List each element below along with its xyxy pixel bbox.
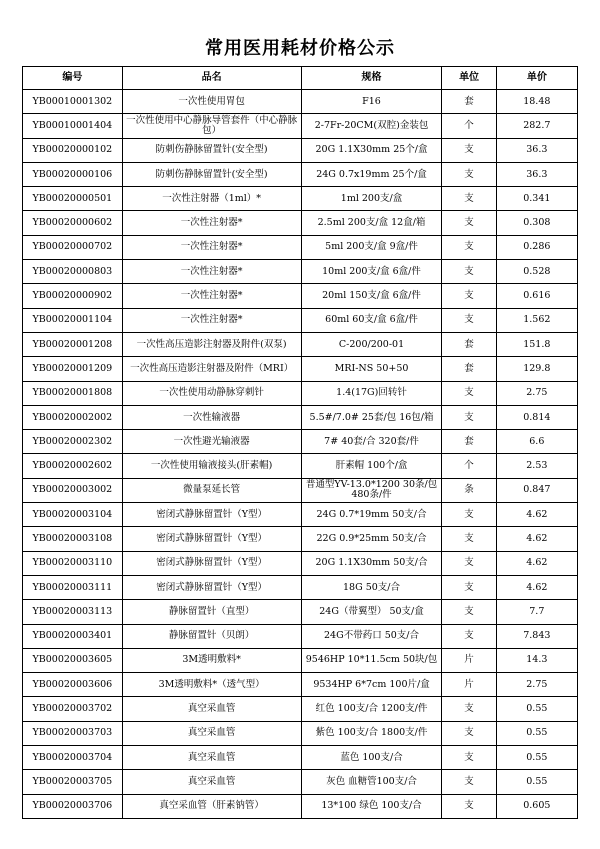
cell-code: YB00020001208 xyxy=(23,332,123,356)
table-row xyxy=(23,381,578,405)
cell-name: 一次性避光输液器 xyxy=(122,430,301,454)
table-row xyxy=(23,211,578,235)
cell-spec: 7# 40套/合 320套/件 xyxy=(301,430,442,454)
cell-unit: 支 xyxy=(442,527,496,551)
cell-unit: 支 xyxy=(442,794,496,818)
table-row xyxy=(23,648,578,672)
cell-name: 密闭式静脉留置针（Y型） xyxy=(122,551,301,575)
cell-price: 282.7 xyxy=(496,114,577,138)
table-row xyxy=(23,454,578,478)
cell-price: 1.562 xyxy=(496,308,577,332)
cell-spec: 18G 50支/合 xyxy=(301,575,442,599)
cell-code: YB00020003703 xyxy=(23,721,123,745)
table-row xyxy=(23,600,578,624)
cell-code: YB00020003113 xyxy=(23,600,123,624)
cell-price: 36.3 xyxy=(496,138,577,162)
cell-spec: 24G不带药口 50支/合 xyxy=(301,624,442,648)
table-row xyxy=(23,430,578,454)
cell-price: 0.616 xyxy=(496,284,577,308)
cell-name: 一次性注射器* xyxy=(122,260,301,284)
cell-spec: 13*100 绿色 100支/合 xyxy=(301,794,442,818)
cell-unit: 支 xyxy=(442,697,496,721)
cell-code: YB00020003401 xyxy=(23,624,123,648)
table-row xyxy=(23,551,578,575)
table-row xyxy=(23,405,578,429)
table-row xyxy=(23,770,578,794)
cell-price: 129.8 xyxy=(496,357,577,381)
cell-price: 0.605 xyxy=(496,794,577,818)
cell-code: YB00010001302 xyxy=(23,90,123,114)
cell-spec: 5.5#/7.0# 25套/包 16包/箱 xyxy=(301,405,442,429)
cell-price: 7.7 xyxy=(496,600,577,624)
table-row xyxy=(23,624,578,648)
cell-price: 4.62 xyxy=(496,503,577,527)
cell-code: YB00020003606 xyxy=(23,673,123,697)
cell-spec: 20G 1.1X30mm 50支/合 xyxy=(301,551,442,575)
cell-name: 一次性注射器* xyxy=(122,284,301,308)
cell-code: YB00020003108 xyxy=(23,527,123,551)
cell-spec: 5ml 200支/盒 9盒/件 xyxy=(301,235,442,259)
cell-unit: 支 xyxy=(442,624,496,648)
cell-price: 151.8 xyxy=(496,332,577,356)
cell-name: 防刺伤静脉留置针(安全型) xyxy=(122,138,301,162)
cell-price: 36.3 xyxy=(496,162,577,186)
cell-name: 一次性输液器 xyxy=(122,405,301,429)
cell-price: 0.528 xyxy=(496,260,577,284)
cell-unit: 支 xyxy=(442,405,496,429)
header-name: 品名 xyxy=(122,67,301,90)
cell-spec: 9534HP 6*7cm 100片/盒 xyxy=(301,673,442,697)
cell-price: 4.62 xyxy=(496,551,577,575)
header-code: 编号 xyxy=(23,67,123,90)
table-row xyxy=(23,187,578,211)
cell-unit: 支 xyxy=(442,746,496,770)
cell-unit: 支 xyxy=(442,187,496,211)
cell-code: YB00020000602 xyxy=(23,211,123,235)
cell-spec: 2.5ml 200支/盒 12盒/箱 xyxy=(301,211,442,235)
cell-unit: 套 xyxy=(442,90,496,114)
cell-spec: 2-7Fr-20CM(双腔)金装包 xyxy=(301,114,442,138)
cell-spec: 9546HP 10*11.5cm 50块/包 xyxy=(301,648,442,672)
cell-unit: 片 xyxy=(442,648,496,672)
cell-name: 密闭式静脉留置针（Y型） xyxy=(122,527,301,551)
table-row xyxy=(23,308,578,332)
cell-unit: 支 xyxy=(442,308,496,332)
cell-price: 0.55 xyxy=(496,721,577,745)
cell-price: 2.53 xyxy=(496,454,577,478)
cell-name: 真空采血管 xyxy=(122,770,301,794)
table-row xyxy=(23,138,578,162)
cell-price: 0.847 xyxy=(496,478,577,502)
table-row xyxy=(23,673,578,697)
cell-unit: 支 xyxy=(442,260,496,284)
cell-spec: MRI-NS 50+50 xyxy=(301,357,442,381)
table-row xyxy=(23,284,578,308)
table-row xyxy=(23,332,578,356)
table-row xyxy=(23,746,578,770)
cell-spec: 24G 0.7x19mm 25个/盒 xyxy=(301,162,442,186)
cell-unit: 支 xyxy=(442,211,496,235)
cell-spec: 20G 1.1X30mm 25个/盒 xyxy=(301,138,442,162)
cell-code: YB00020003110 xyxy=(23,551,123,575)
cell-name: 静脉留置针（贝朗） xyxy=(122,624,301,648)
cell-price: 2.75 xyxy=(496,381,577,405)
cell-code: YB00020000803 xyxy=(23,260,123,284)
cell-price: 14.3 xyxy=(496,648,577,672)
cell-name: 微量泵延长管 xyxy=(122,478,301,502)
cell-unit: 套 xyxy=(442,357,496,381)
cell-spec: 1ml 200支/盒 xyxy=(301,187,442,211)
cell-unit: 个 xyxy=(442,454,496,478)
cell-spec: 60ml 60支/盒 6盒/件 xyxy=(301,308,442,332)
cell-spec: 10ml 200支/盒 6盒/件 xyxy=(301,260,442,284)
cell-code: YB00020000902 xyxy=(23,284,123,308)
cell-name: 一次性注射器* xyxy=(122,235,301,259)
header-price: 单价 xyxy=(496,67,577,90)
cell-code: YB00020003605 xyxy=(23,648,123,672)
cell-name: 防刺伤静脉留置针(安全型) xyxy=(122,162,301,186)
cell-code: YB00020002602 xyxy=(23,454,123,478)
cell-name: 密闭式静脉留置针（Y型） xyxy=(122,575,301,599)
cell-code: YB00020003704 xyxy=(23,746,123,770)
cell-spec: 肝素帽 100个/盒 xyxy=(301,454,442,478)
table-row xyxy=(23,162,578,186)
header-spec: 规格 xyxy=(301,67,442,90)
table-row xyxy=(23,260,578,284)
table-row xyxy=(23,235,578,259)
cell-price: 0.55 xyxy=(496,770,577,794)
cell-price: 0.308 xyxy=(496,211,577,235)
cell-code: YB00020003702 xyxy=(23,697,123,721)
cell-code: YB00020003705 xyxy=(23,770,123,794)
cell-price: 4.62 xyxy=(496,527,577,551)
cell-unit: 支 xyxy=(442,575,496,599)
cell-unit: 套 xyxy=(442,332,496,356)
cell-unit: 支 xyxy=(442,162,496,186)
cell-name: 一次性注射器* xyxy=(122,211,301,235)
cell-name: 一次性高压造影注射器及附件(双泵) xyxy=(122,332,301,356)
cell-code: YB00020003111 xyxy=(23,575,123,599)
cell-spec: 蓝色 100支/合 xyxy=(301,746,442,770)
table-row xyxy=(23,90,578,114)
cell-code: YB00020003104 xyxy=(23,503,123,527)
cell-name: 一次性注射器（1ml）* xyxy=(122,187,301,211)
cell-spec: 24G 0.7*19mm 50支/合 xyxy=(301,503,442,527)
cell-price: 2.75 xyxy=(496,673,577,697)
cell-price: 0.55 xyxy=(496,746,577,770)
cell-name: 密闭式静脉留置针（Y型） xyxy=(122,503,301,527)
cell-unit: 支 xyxy=(442,770,496,794)
cell-price: 0.814 xyxy=(496,405,577,429)
cell-name: 真空采血管 xyxy=(122,746,301,770)
header-unit: 单位 xyxy=(442,67,496,90)
cell-unit: 片 xyxy=(442,673,496,697)
cell-spec: F16 xyxy=(301,90,442,114)
cell-spec: C-200/200-01 xyxy=(301,332,442,356)
cell-name: 3M透明敷料*（透气型） xyxy=(122,673,301,697)
table-row xyxy=(23,503,578,527)
cell-price: 0.341 xyxy=(496,187,577,211)
table-row xyxy=(23,114,578,138)
cell-unit: 套 xyxy=(442,430,496,454)
cell-code: YB00020001209 xyxy=(23,357,123,381)
cell-price: 7.843 xyxy=(496,624,577,648)
table-row xyxy=(23,527,578,551)
table-row xyxy=(23,575,578,599)
cell-code: YB00020001808 xyxy=(23,381,123,405)
cell-name: 一次性使用中心静脉导管套件（中心静脉包） xyxy=(122,114,301,138)
cell-unit: 支 xyxy=(442,138,496,162)
table-row xyxy=(23,697,578,721)
table-row xyxy=(23,794,578,818)
cell-code: YB00020000102 xyxy=(23,138,123,162)
table-row xyxy=(23,478,578,502)
cell-spec: 红色 100支/合 1200支/件 xyxy=(301,697,442,721)
cell-spec: 24G（带翼型） 50支/盒 xyxy=(301,600,442,624)
cell-code: YB00020001104 xyxy=(23,308,123,332)
table-row xyxy=(23,721,578,745)
cell-code: YB00010001404 xyxy=(23,114,123,138)
cell-name: 真空采血管 xyxy=(122,721,301,745)
cell-unit: 支 xyxy=(442,503,496,527)
table-row xyxy=(23,357,578,381)
cell-name: 真空采血管（肝素钠管） xyxy=(122,794,301,818)
cell-name: 一次性使用输液接头(肝素帽) xyxy=(122,454,301,478)
cell-price: 18.48 xyxy=(496,90,577,114)
cell-code: YB00020000702 xyxy=(23,235,123,259)
cell-unit: 条 xyxy=(442,478,496,502)
cell-spec: 22G 0.9*25mm 50支/合 xyxy=(301,527,442,551)
cell-price: 0.55 xyxy=(496,697,577,721)
cell-unit: 支 xyxy=(442,600,496,624)
cell-unit: 支 xyxy=(442,721,496,745)
cell-spec: 1.4(17G)回转针 xyxy=(301,381,442,405)
cell-unit: 支 xyxy=(442,381,496,405)
cell-spec: 20ml 150支/盒 6盒/件 xyxy=(301,284,442,308)
cell-unit: 支 xyxy=(442,284,496,308)
cell-name: 真空采血管 xyxy=(122,697,301,721)
cell-name: 一次性注射器* xyxy=(122,308,301,332)
cell-name: 一次性使用动静脉穿刺针 xyxy=(122,381,301,405)
cell-code: YB00020000106 xyxy=(23,162,123,186)
cell-name: 一次性使用胃包 xyxy=(122,90,301,114)
cell-code: YB00020003002 xyxy=(23,478,123,502)
cell-price: 0.286 xyxy=(496,235,577,259)
cell-name: 一次性高压造影注射器及附件（MRI） xyxy=(122,357,301,381)
cell-unit: 支 xyxy=(442,235,496,259)
price-table xyxy=(22,66,578,819)
cell-name: 静脉留置针（直型） xyxy=(122,600,301,624)
cell-name: 3M透明敷料* xyxy=(122,648,301,672)
table-body xyxy=(23,90,578,819)
cell-spec: 紫色 100支/合 1800支/件 xyxy=(301,721,442,745)
cell-price: 6.6 xyxy=(496,430,577,454)
cell-unit: 个 xyxy=(442,114,496,138)
cell-spec: 灰色 血糖管100支/合 xyxy=(301,770,442,794)
cell-price: 4.62 xyxy=(496,575,577,599)
page-title: 常用医用耗材价格公示 xyxy=(205,38,395,59)
cell-code: YB00020002002 xyxy=(23,405,123,429)
cell-code: YB00020003706 xyxy=(23,794,123,818)
cell-code: YB00020002302 xyxy=(23,430,123,454)
cell-unit: 支 xyxy=(442,551,496,575)
header-row xyxy=(23,67,578,90)
cell-code: YB00020000501 xyxy=(23,187,123,211)
cell-spec: 普通型YV-13.0*1200 30条/包 480条/件 xyxy=(301,478,442,502)
